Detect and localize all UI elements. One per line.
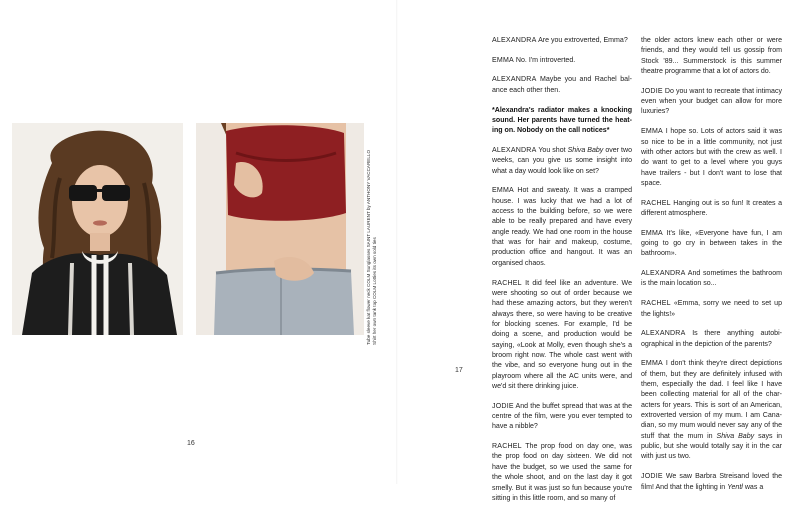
speaker-name: RACHEL [492,443,522,451]
speaker-name: RACHEL [492,279,522,287]
speaker-name: RACHEL [641,300,671,308]
speaker-name: JODIE [641,87,663,95]
speaker-name: ALEXANDRA [492,76,537,84]
interview-paragraph [492,279,632,393]
portrait-illustration [12,123,183,335]
paragraph-text: I hope so. Lots of actors said it was so nice to be in a little community, not just with other actors but with the crew as well. I do want to get to a level where you guys have trailers - but I don't want to lose that space. [641,128,782,187]
torso-photo-red-top [196,123,364,335]
interview-paragraph [641,299,782,320]
interview-paragraph [492,36,632,46]
left-page [0,0,398,484]
speaker-name: RACHEL [641,199,671,207]
speaker-name: ALEXANDRA [492,146,537,154]
photo-credit-caption [366,135,384,345]
paragraph-text: Is there anything autobiographical in the depiction of the parents? [641,330,782,348]
paragraph-text: Are you extroverted, Emma? [536,37,628,44]
interview-paragraph [641,87,782,118]
stage-direction [492,106,632,137]
speaker-name: EMMA [641,128,663,136]
interview-paragraph [492,146,632,177]
speaker-name: JODIE [641,473,663,481]
caption-line-1: Tube sleeve kat flower neck COLM Sunglasses SAINT LAURENT by ANTHONY VACCARELLO [366,149,371,345]
portrait-photo-sunglasses [12,123,183,335]
speaker-name: EMMA [641,360,663,368]
paragraph-text: Hot and sweaty. It was a cramped house. I was lucky that we had a lot of access to the building before, so we were able to be really prepared and have every angle ready. We had one room in the house that was for hair and makeup, costume, production office and hangout. It was an organised chaos. [492,187,632,267]
paragraph-text: It did feel like an adventure. We were shooting so out of order because we had these amazing actors, but they weren't always there, so were having to be creative for blocking scenes. For example, I'd be doing a scene, and production would be saying, «Look at Molly, even though she's a broom right now. The whole cast went with the vibe, and so everyone hung out in the playroom where all the AC units were, and we'd sit there drinking juice. [492,279,632,390]
paragraph-text-cont: over two weeks, can you give us some insight into what a day would look like on set? [492,146,632,175]
page-number-right: 17 [455,367,463,374]
film-title: Shiva Baby [716,432,755,440]
paragraph-text: It's like, «Everyone have fun, I am going to go cry in between takes in the bathroom». [641,229,782,258]
page-number-left: 16 [187,440,195,447]
speaker-name: ALEXANDRA [641,330,686,338]
paragraph-text: Maybe you and Rachel balance each other then. [492,76,632,94]
interview-paragraph [641,229,782,260]
stage-direction-text: *Alexandra's radiator makes a knocking sound. Her parents have turned the heating on. Nobody on the call notices* [492,106,632,135]
interview-paragraph [492,75,632,96]
interview-column-1 [492,36,632,514]
speaker-name: EMMA [492,56,514,64]
interview-paragraph [641,329,782,350]
interview-paragraph [492,186,632,269]
torso-illustration [196,123,364,335]
paragraph-text: Hanging out is so fun! It creates a different atmosphere. [641,199,782,217]
interview-paragraph [492,442,632,504]
speaker-name: EMMA [641,229,663,237]
interview-paragraph [641,269,782,290]
paragraph-text-cont: says in public, but she would totally say it in the car with just us two. [641,432,782,461]
speaker-name: ALEXANDRA [492,37,537,44]
interview-paragraph [641,359,782,462]
interview-paragraph [641,36,782,77]
paragraph-text: The prop food on day one, was the prop food on day sixteen. We did not have the budget, so we used the same for the whole shoot, and on the last day it got smelly. But it was just so fun because you're sitting in this little room, and so many of [492,443,632,502]
interview-column-2 [641,36,782,502]
paragraph-text: I don't think they're direct depictions of them, but they are definitely infused with them, especially the dad. I feel like I have been collecting material for all of the characters for years. This is sort of an American, extroverted version of my mum. I am Canadian, so my mum would never say any of the stuff that the mum in [641,360,782,440]
speaker-name: ALEXANDRA [641,270,686,278]
paragraph-text: We saw Barbra Streisand loved the film! And that the lighting in [641,473,782,491]
interview-paragraph [641,127,782,189]
paragraph-text-cont: was a [742,483,764,491]
interview-paragraph [492,402,632,433]
paragraph-text: «Emma, sorry we need to set up the lights!» [641,300,782,318]
paragraph-text: Do you want to recreate that intimacy even when your budget can allow for more luxuries? [641,87,782,116]
paragraph-text: And sometimes the bathroom is the main location so... [641,270,782,288]
speaker-name: EMMA [492,187,514,195]
film-title: Shiva Baby [567,146,604,154]
paragraph-text: And the buffet spread that was at the centre of the film, were you ever tempted to have a nibble? [492,402,632,431]
interview-paragraph [492,56,632,66]
caption-line-2: Shirt her own tank top COLM Lotties its own sold ties [372,237,377,345]
film-title: Yentl [727,483,743,491]
paragraph-text: No. I'm introverted. [513,56,576,64]
interview-paragraph [641,199,782,220]
interview-paragraph [641,472,782,493]
paragraph-text: the older actors knew each other or were friends, and they would tell us gossip from Stock '89... Summerstock is this summer theatre programme that a lot of actors do. [641,37,782,76]
speaker-name: JODIE [492,402,514,410]
paragraph-text: You shot [536,146,568,154]
